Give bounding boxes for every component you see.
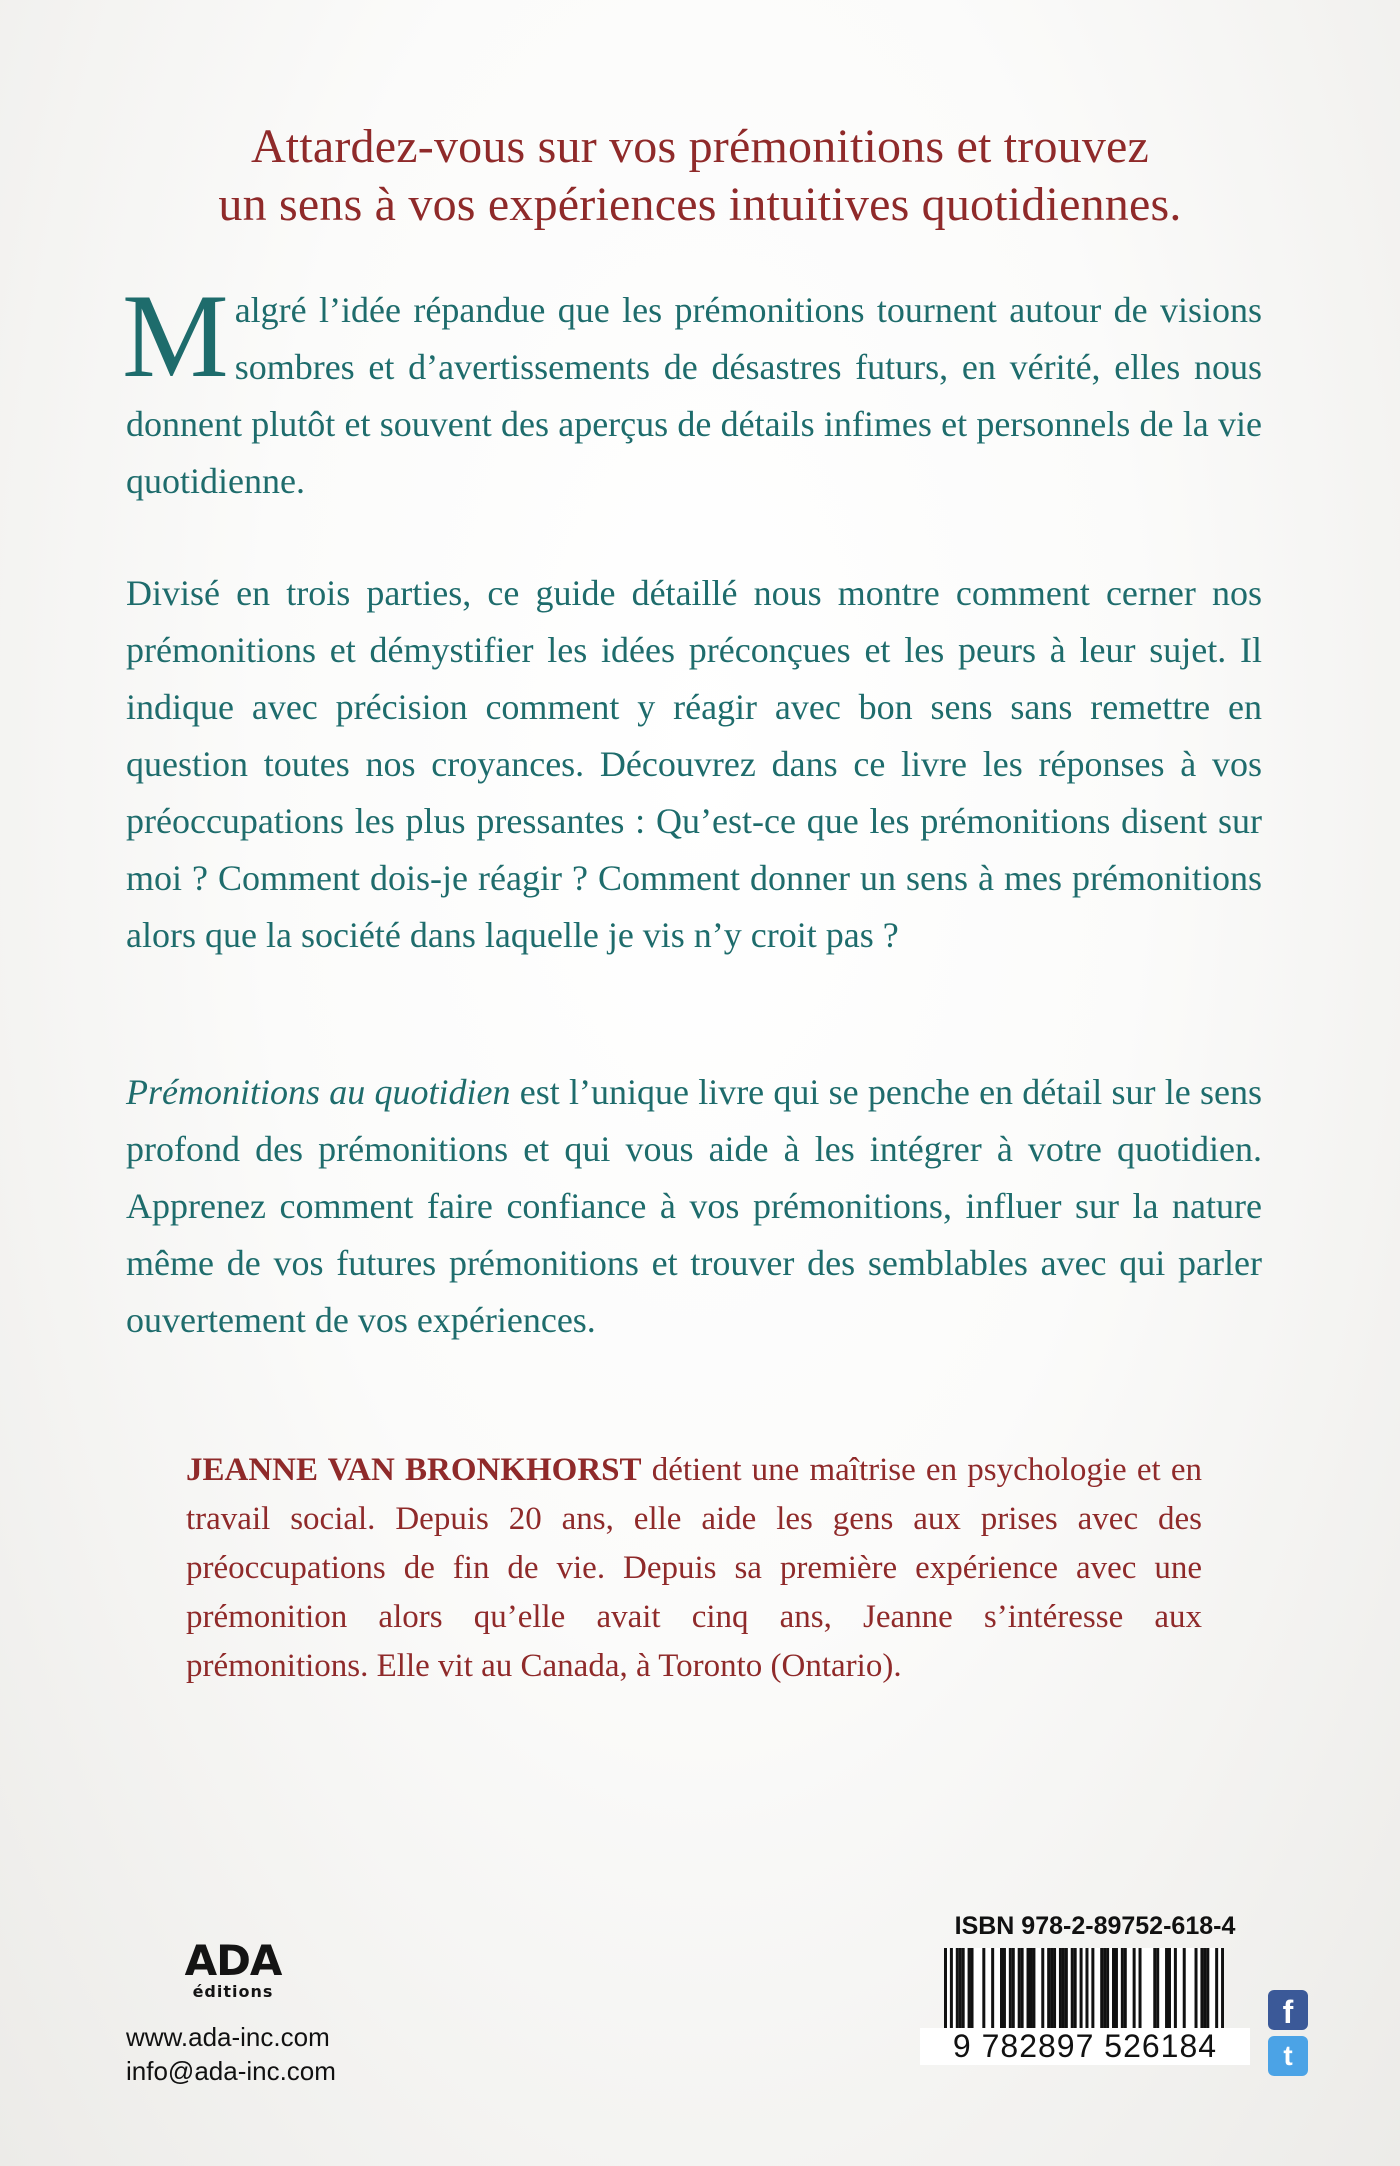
- barcode-bar: [1168, 1948, 1171, 2030]
- barcode-bar: [1165, 1948, 1168, 2030]
- barcode-bar: [1032, 1948, 1035, 2030]
- headline-line-2: un sens à vos expériences intuitives quotidiennes.: [218, 178, 1182, 231]
- drop-cap: M: [122, 269, 229, 402]
- facebook-icon[interactable]: f: [1268, 1990, 1308, 2030]
- barcode-bar: [1065, 1948, 1068, 2030]
- barcode-bar: [1106, 1948, 1109, 2030]
- intro-paragraph: [122, 269, 1262, 510]
- barcode-bar: [1021, 1948, 1024, 2030]
- barcode-bar: [1195, 1948, 1198, 2030]
- publisher-contact: [126, 2020, 336, 2088]
- headline: [100, 118, 1300, 234]
- author-name: JEANNE VAN BRONKHORST: [186, 1452, 642, 1488]
- barcode-bar: [1053, 1948, 1056, 2030]
- twitter-icon[interactable]: t: [1268, 2036, 1308, 2076]
- barcode-number: 9 782897 526184: [920, 2028, 1250, 2065]
- barcode-bar: [1121, 1948, 1124, 2030]
- barcode-bar: [1133, 1948, 1136, 2030]
- publisher-website[interactable]: www.ada-inc.com: [126, 2022, 330, 2052]
- barcode-bar: [1071, 1948, 1074, 2030]
- barcode-bar: [1041, 1948, 1044, 2030]
- barcode-bar: [1103, 1948, 1106, 2030]
- book-title: Prémonitions au quotidien: [126, 1072, 511, 1112]
- barcode-bar: [1156, 1948, 1159, 2030]
- barcode-bar: [1100, 1948, 1103, 2030]
- barcode-bar: [1009, 1948, 1012, 2030]
- barcode-bar: [1091, 1948, 1094, 2030]
- summary-paragraph: [126, 1064, 1262, 1349]
- barcode-bar: [1215, 1948, 1218, 2030]
- intro-text: algré l’idée répandue que les prémonitions tournent autour de visions sombres et d’avertissements de désastres futurs, en vérité, elles nous donnent plutôt et souvent des aperçus de détails infimes et personnels de la vie quotidienne.: [126, 290, 1262, 501]
- barcode-bar: [1183, 1948, 1186, 2030]
- barcode-bar: [1000, 1948, 1003, 2030]
- barcode-bar: [959, 1948, 962, 2030]
- barcode-bar: [1206, 1948, 1209, 2030]
- barcode-bar: [1062, 1948, 1065, 2030]
- barcode-bar: [962, 1948, 965, 2030]
- barcode-bar: [968, 1948, 971, 2030]
- barcode-bar: [1203, 1948, 1206, 2030]
- headline-line-1: Attardez-vous sur vos prémonitions et trouvez: [250, 120, 1150, 173]
- publisher-logo: [163, 1936, 303, 2010]
- barcode-bar: [1112, 1948, 1115, 2030]
- barcode-bar: [1200, 1948, 1203, 2030]
- barcode-bar: [1115, 1948, 1118, 2030]
- barcode-bar: [1027, 1948, 1030, 2030]
- isbn-label: ISBN 978-2-89752-618-4: [954, 1912, 1236, 1940]
- barcode-bar: [1074, 1948, 1077, 2030]
- barcode-bar: [1221, 1948, 1224, 2030]
- barcode-bar: [1085, 1948, 1088, 2030]
- barcode-bar: [991, 1948, 994, 2030]
- barcode-bar: [1174, 1948, 1177, 2030]
- barcode-bar: [982, 1948, 985, 2030]
- barcode-bar: [950, 1948, 953, 2030]
- barcode-bar: [1029, 1948, 1032, 2030]
- barcode-bar: [971, 1948, 974, 2030]
- barcode-bar: [1153, 1948, 1156, 2030]
- barcode-bar: [1018, 1948, 1021, 2030]
- barcode-bar: [1003, 1948, 1006, 2030]
- barcode-bar: [1047, 1948, 1050, 2030]
- barcode: [944, 1948, 1224, 2030]
- publisher-logo-text: ADA: [184, 1936, 282, 1985]
- author-bio: [186, 1446, 1202, 1691]
- barcode-bar: [944, 1948, 947, 2030]
- barcode-bar: [1050, 1948, 1053, 2030]
- barcode-bar: [1139, 1948, 1142, 2030]
- parts-paragraph: Divisé en trois parties, ce guide détaillé nous montre comment cerner nos prémonitions et démystifier les idées préconçues et les peurs à leur sujet. Il indique avec précision comment y réagir avec bon sens sans remettre en question toutes nos croyances. Découvrez dans ce livre les réponses à vos préoccupations les plus pressantes : Qu’est-ce que les prémonitions disent sur moi ? Comment dois-je réagir ? Comment donner un sens à mes prémonitions alors que la société dans laquelle je vis n’y croit pas ?: [126, 573, 1262, 955]
- bio-text: détient une maîtrise en psychologie et en travail social. Depuis 20 ans, elle aide les gens aux prises avec des préoccupations de fin de vie. Depuis sa première expérience avec une prémonition alors qu’elle avait cinq ans, Jeanne s’intéresse aux prémonitions. Elle vit au Canada, à Toronto (Ontario).: [186, 1452, 1202, 1684]
- barcode-bar: [1080, 1948, 1083, 2030]
- barcode-bar: [1012, 1948, 1015, 2030]
- summary-text: est l’unique livre qui se penche en détail sur le sens profond des prémonitions et qui vous aide à les intégrer à votre quotidien. Apprenez comment faire confiance à vos prémonitions, influer sur la nature même de vos futures prémonitions et trouver des semblables avec qui parler ouvertement de vos expériences.: [126, 1072, 1262, 1340]
- barcode-bar: [956, 1948, 959, 2030]
- barcode-bar: [1059, 1948, 1062, 2030]
- publisher-email[interactable]: info@ada-inc.com: [126, 2056, 336, 2086]
- barcode-bar: [1124, 1948, 1127, 2030]
- publisher-logo-subtext: éditions: [192, 1982, 274, 2001]
